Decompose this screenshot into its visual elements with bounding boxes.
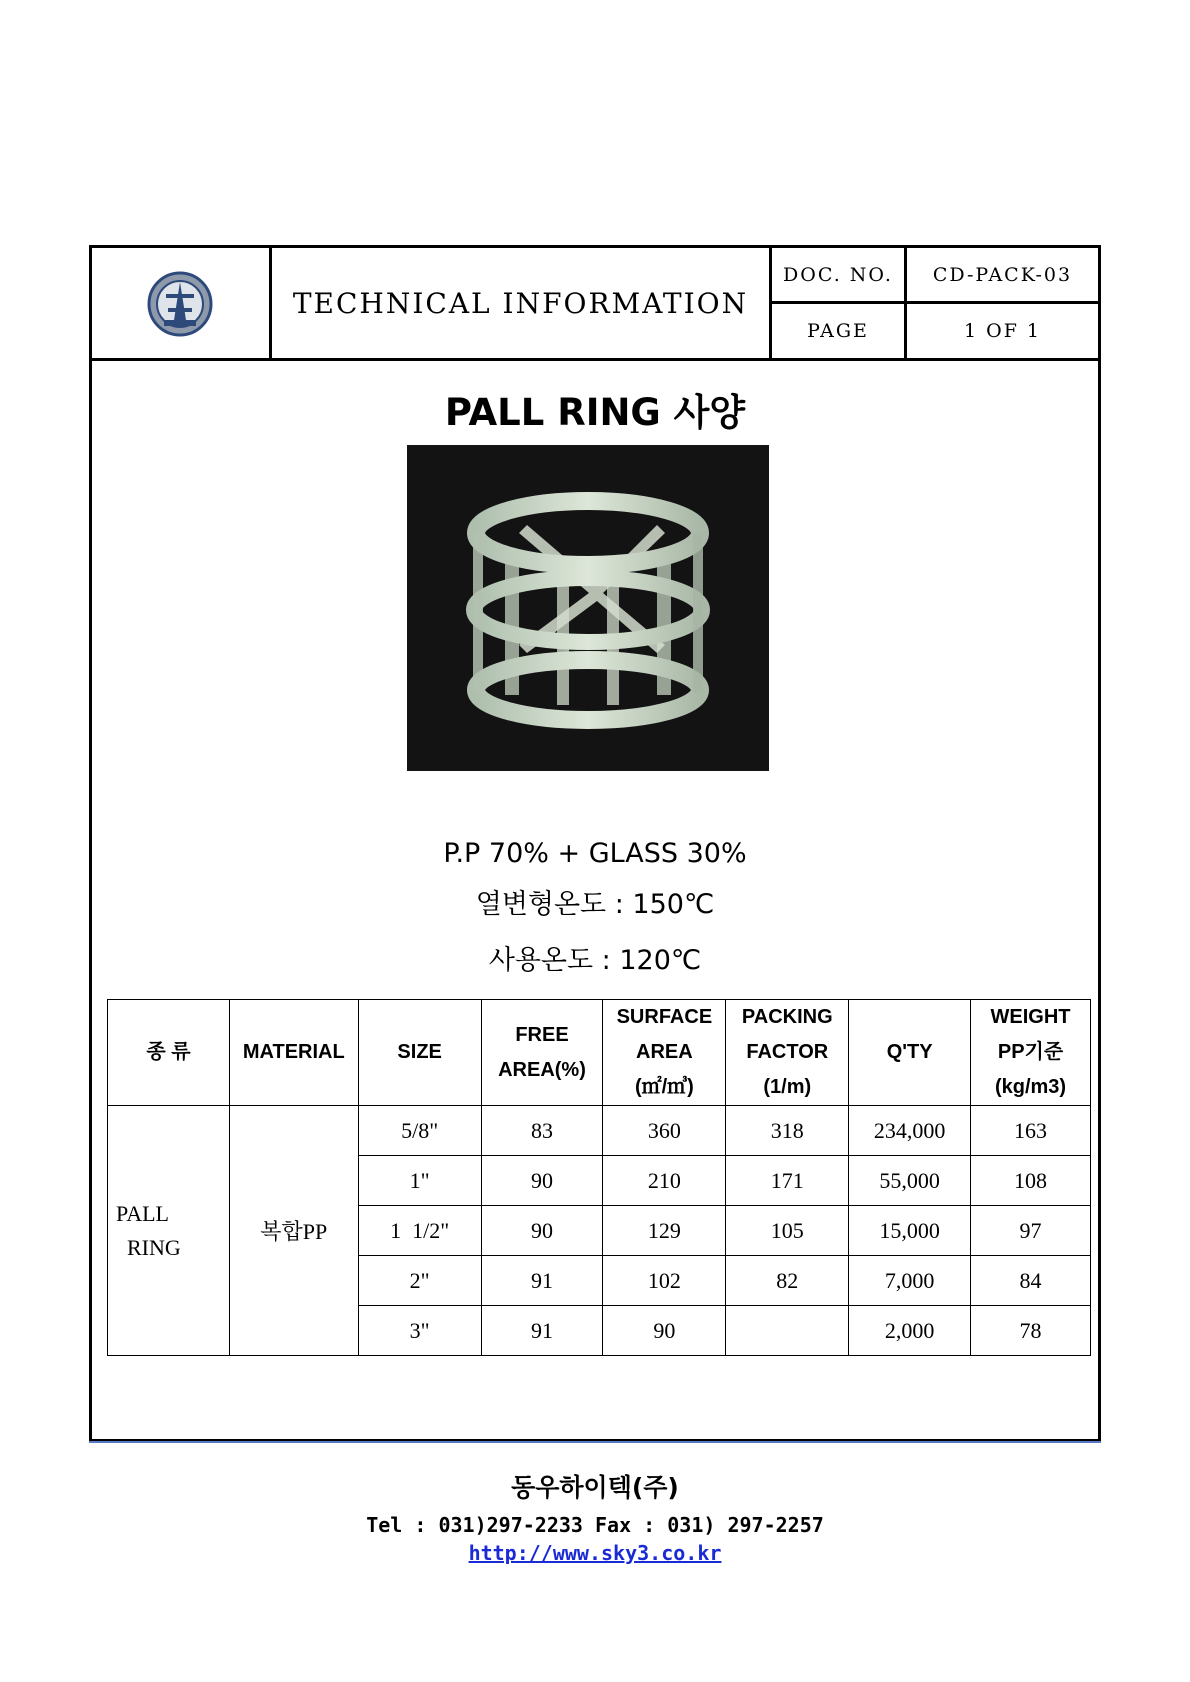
page-value: 1 OF 1 — [963, 320, 1041, 342]
document-header — [92, 248, 1098, 361]
qty-cell: 2,000 — [849, 1306, 971, 1356]
type-line: PALL — [116, 1200, 169, 1226]
table-header-row — [108, 1000, 1091, 1106]
doc-no-label: DOC. NO. — [783, 263, 893, 286]
type-cell — [108, 1106, 230, 1356]
header-type: 종 류 — [108, 1000, 230, 1106]
header-free-area-line: FREE — [515, 1023, 569, 1046]
type-line: RING — [127, 1234, 181, 1260]
packing-factor-cell — [726, 1306, 849, 1356]
header-material: MATERIAL — [229, 1000, 358, 1106]
material-cell: 복합PP — [229, 1106, 358, 1356]
header-packing-line: PACKING — [741, 1006, 833, 1028]
qty-cell: 55,000 — [849, 1156, 971, 1206]
weight-cell: 108 — [971, 1156, 1091, 1206]
header-surface-area — [603, 1000, 726, 1106]
header-qty: Q'TY — [849, 1000, 971, 1106]
size-cell: 3" — [358, 1306, 481, 1356]
table-row — [108, 1106, 1091, 1156]
pall-ring-photo — [407, 445, 769, 771]
packing-factor-cell: 318 — [726, 1106, 849, 1156]
size-cell: 1 1/2" — [358, 1206, 481, 1256]
packing-factor-cell: 82 — [726, 1256, 849, 1306]
free-area-cell: 90 — [481, 1156, 603, 1206]
surface-area-cell: 102 — [603, 1256, 726, 1306]
size-cell: 2" — [358, 1256, 481, 1306]
header-surface-line: SURFACE — [616, 1006, 713, 1028]
weight-cell: 163 — [971, 1106, 1091, 1156]
surface-area-cell: 90 — [603, 1306, 726, 1356]
weight-cell: 97 — [971, 1206, 1091, 1256]
pall-ring-drawing — [407, 445, 769, 771]
qty-cell: 7,000 — [849, 1256, 971, 1306]
meta-divider — [772, 301, 1098, 304]
qty-cell: 15,000 — [849, 1206, 971, 1256]
doc-meta — [772, 248, 1098, 358]
size-cell: 1" — [358, 1156, 481, 1206]
weight-cell: 78 — [971, 1306, 1091, 1356]
header-free-area-line: AREA(%) — [498, 1058, 586, 1081]
logo-cell — [92, 248, 272, 358]
weight-cell: 84 — [971, 1256, 1091, 1306]
company-logo-icon — [146, 270, 214, 338]
header-surface-line: AREA — [636, 1041, 693, 1063]
surface-area-cell: 210 — [603, 1156, 726, 1206]
free-area-cell: 91 — [481, 1306, 603, 1356]
qty-cell: 234,000 — [849, 1106, 971, 1156]
header-free-area — [481, 1000, 603, 1106]
free-area-cell: 83 — [481, 1106, 603, 1156]
composition-text: P.P 70% + GLASS 30% — [443, 838, 747, 869]
header-packing-line: (1/m) — [763, 1076, 812, 1098]
header-weight-line: WEIGHT — [990, 1006, 1071, 1028]
packing-factor-cell: 105 — [726, 1206, 849, 1256]
packing-factor-cell: 171 — [726, 1156, 849, 1206]
header-packing-line: FACTOR — [746, 1041, 829, 1063]
heat-deflection-text: 열변형온도 : 150℃ — [475, 889, 715, 920]
spec-table — [107, 999, 1091, 1356]
header-surface-line: (㎡/㎥) — [634, 1076, 694, 1098]
header-weight-line: (kg/m3) — [994, 1076, 1067, 1098]
header-size: SIZE — [358, 1000, 481, 1106]
title-cell — [272, 248, 772, 358]
meta-divider — [904, 248, 907, 358]
page-label: PAGE — [807, 320, 869, 342]
footer-company: 동우하이텍(주) — [511, 1473, 679, 1502]
product-title: PALL RING 사양 — [444, 391, 746, 434]
free-area-cell: 90 — [481, 1206, 603, 1256]
document-title: TECHNICAL INFORMATION — [292, 286, 749, 320]
free-area-cell: 91 — [481, 1256, 603, 1306]
surface-area-cell: 129 — [603, 1206, 726, 1256]
header-weight-line: PP기준 — [997, 1041, 1064, 1063]
footer-contact: Tel : 031)297-2233 Fax : 031) 297-2257 — [366, 1513, 824, 1537]
header-weight — [971, 1000, 1091, 1106]
header-packing-factor — [726, 1000, 849, 1106]
size-cell: 5/8" — [358, 1106, 481, 1156]
operating-temp-text: 사용온도 : 120℃ — [488, 945, 702, 976]
surface-area-cell: 360 — [603, 1106, 726, 1156]
website-link[interactable]: http://www.sky3.co.kr — [468, 1541, 722, 1565]
doc-no-value: CD-PACK-03 — [932, 263, 1073, 286]
footer-divider — [89, 1441, 1101, 1443]
